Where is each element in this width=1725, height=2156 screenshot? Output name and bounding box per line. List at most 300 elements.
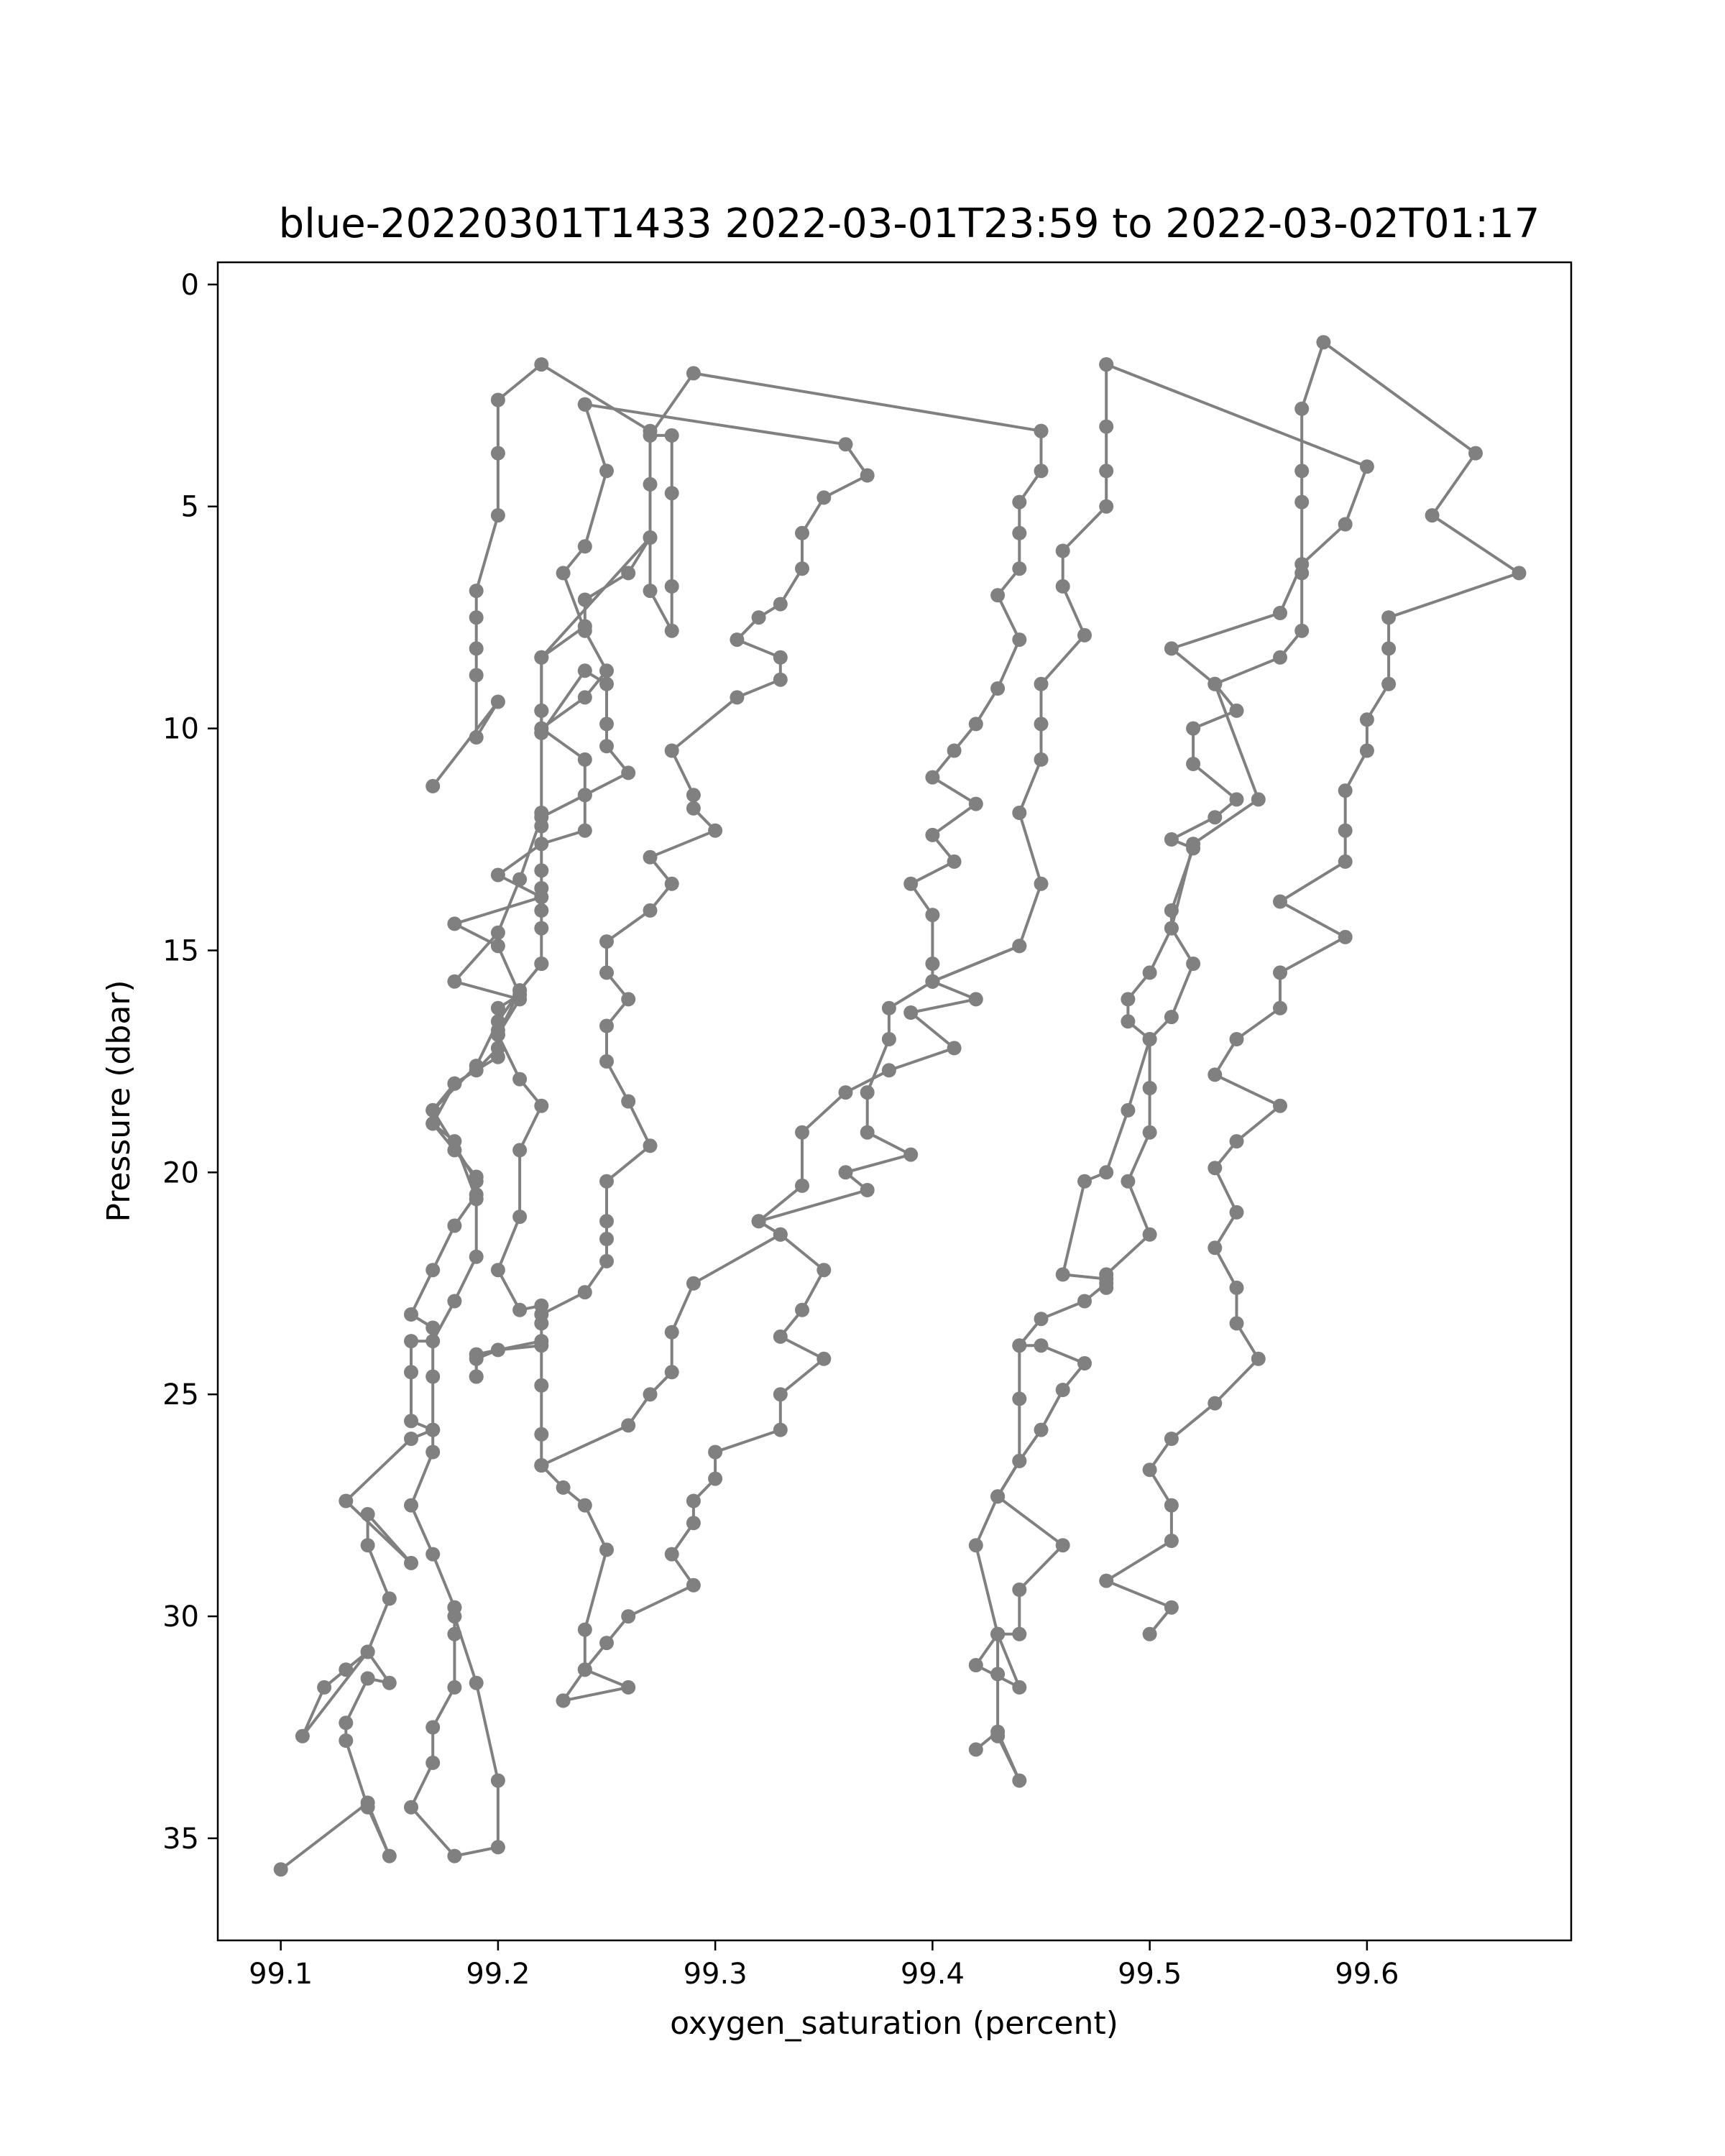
data-point xyxy=(512,1143,527,1157)
data-point xyxy=(1294,624,1309,638)
data-point xyxy=(1012,939,1026,953)
data-point xyxy=(1425,508,1440,522)
data-point xyxy=(599,1174,614,1189)
data-point xyxy=(730,690,744,704)
data-point xyxy=(491,1028,505,1042)
data-point xyxy=(947,854,962,869)
data-point xyxy=(447,1680,461,1695)
data-point xyxy=(1099,1281,1113,1295)
data-point xyxy=(512,1072,527,1087)
x-axis-label: oxygen_saturation (percent) xyxy=(670,2005,1118,2042)
data-point xyxy=(1143,1627,1157,1641)
data-point xyxy=(990,681,1005,696)
data-point xyxy=(665,486,679,500)
data-point xyxy=(534,957,548,971)
data-point xyxy=(1208,677,1222,691)
data-point xyxy=(969,1538,983,1552)
data-point xyxy=(773,1227,788,1242)
data-point xyxy=(686,1516,701,1530)
y-tick-label: 35 xyxy=(162,1822,199,1856)
data-point xyxy=(469,730,484,745)
data-point xyxy=(665,1365,679,1379)
data-point xyxy=(339,1662,353,1677)
data-point xyxy=(903,1148,918,1162)
data-point xyxy=(447,1849,461,1864)
data-point xyxy=(491,393,505,407)
data-point xyxy=(361,1507,375,1521)
data-point xyxy=(599,663,614,678)
data-point xyxy=(491,446,505,461)
data-point xyxy=(643,584,658,598)
data-point xyxy=(599,965,614,980)
data-point xyxy=(1143,1462,1157,1477)
data-point xyxy=(404,1334,418,1348)
data-point xyxy=(1012,1338,1026,1353)
data-point xyxy=(816,1263,831,1277)
data-point xyxy=(1034,1423,1049,1437)
data-point xyxy=(686,366,701,380)
data-point xyxy=(1360,712,1374,727)
data-point xyxy=(925,770,939,785)
data-point xyxy=(1230,792,1244,806)
data-point xyxy=(447,1600,461,1615)
data-point xyxy=(578,624,592,638)
data-point xyxy=(447,975,461,989)
data-point xyxy=(556,566,571,580)
y-tick-label: 15 xyxy=(162,934,199,968)
data-point xyxy=(1186,837,1200,851)
data-point xyxy=(578,1662,592,1677)
data-point xyxy=(426,1334,440,1348)
data-point xyxy=(534,650,548,665)
y-tick-label: 30 xyxy=(162,1600,199,1634)
data-point xyxy=(491,1342,505,1357)
data-point xyxy=(469,668,484,683)
data-point xyxy=(1186,957,1200,971)
data-point xyxy=(1164,1534,1179,1548)
data-point xyxy=(1251,1352,1266,1366)
data-point xyxy=(947,1041,962,1055)
data-point xyxy=(665,1325,679,1340)
data-point xyxy=(860,1125,875,1140)
data-point xyxy=(534,722,548,736)
y-tick-label: 5 xyxy=(180,490,199,524)
data-point xyxy=(686,1578,701,1593)
data-point xyxy=(708,824,722,838)
data-point xyxy=(1143,1032,1157,1046)
data-point xyxy=(621,1680,635,1695)
data-point xyxy=(426,1547,440,1562)
data-point xyxy=(404,1800,418,1815)
data-point xyxy=(599,1636,614,1650)
data-point xyxy=(1381,610,1396,625)
data-point xyxy=(578,788,592,802)
data-point xyxy=(795,1179,809,1193)
data-point xyxy=(1012,632,1026,647)
data-point xyxy=(969,992,983,1006)
data-point xyxy=(599,1214,614,1228)
data-point xyxy=(1273,895,1287,909)
data-point xyxy=(534,837,548,851)
data-point xyxy=(643,903,658,918)
data-point xyxy=(317,1680,331,1695)
data-point xyxy=(1273,1099,1287,1113)
data-point xyxy=(621,765,635,780)
data-point xyxy=(686,1276,701,1291)
data-point xyxy=(512,983,527,998)
data-point xyxy=(447,1627,461,1641)
data-point xyxy=(990,588,1005,602)
data-point xyxy=(1012,1391,1026,1406)
data-point xyxy=(1230,704,1244,718)
data-point xyxy=(426,1116,440,1130)
data-point xyxy=(404,1498,418,1513)
data-point xyxy=(665,877,679,891)
data-point xyxy=(990,1667,1005,1681)
data-point xyxy=(1208,1161,1222,1175)
data-point xyxy=(1012,1627,1026,1641)
data-point xyxy=(339,1733,353,1748)
data-point xyxy=(599,1054,614,1069)
data-point xyxy=(578,752,592,767)
data-point xyxy=(708,1472,722,1486)
data-point xyxy=(426,1720,440,1735)
data-point xyxy=(556,1693,571,1708)
data-point xyxy=(621,1095,635,1109)
data-point xyxy=(773,1423,788,1437)
data-point xyxy=(447,916,461,931)
data-point xyxy=(578,824,592,838)
data-point xyxy=(882,1063,896,1077)
data-point xyxy=(534,1099,548,1113)
data-point xyxy=(1034,677,1049,691)
data-point xyxy=(1143,1081,1157,1095)
data-point xyxy=(1338,517,1353,532)
data-point xyxy=(382,1676,397,1690)
data-point xyxy=(621,1418,635,1432)
data-point xyxy=(1012,1774,1026,1788)
data-point xyxy=(1273,650,1287,665)
data-point xyxy=(447,1219,461,1233)
data-point xyxy=(795,561,809,576)
data-point xyxy=(1338,824,1353,838)
data-point xyxy=(534,1458,548,1473)
x-tick-label: 99.1 xyxy=(249,1958,313,1991)
data-point xyxy=(1251,792,1266,806)
data-point xyxy=(773,597,788,612)
data-point xyxy=(643,850,658,865)
data-point xyxy=(599,1232,614,1246)
data-point xyxy=(361,1538,375,1552)
data-point xyxy=(556,1480,571,1495)
data-point xyxy=(1338,854,1353,869)
data-point xyxy=(426,1423,440,1437)
data-point xyxy=(903,877,918,891)
data-point xyxy=(903,1005,918,1020)
data-point xyxy=(1208,1067,1222,1082)
data-point xyxy=(643,1387,658,1401)
data-point xyxy=(1294,402,1309,416)
data-point xyxy=(1230,1316,1244,1330)
data-point xyxy=(491,1840,505,1854)
data-point xyxy=(1143,1227,1157,1242)
data-point xyxy=(469,641,484,655)
data-point xyxy=(708,1445,722,1460)
data-point xyxy=(1230,1281,1244,1295)
data-point xyxy=(1164,1498,1179,1513)
data-point xyxy=(426,1370,440,1384)
data-point xyxy=(1381,677,1396,691)
data-point xyxy=(947,744,962,758)
data-point xyxy=(534,810,548,824)
data-point xyxy=(1099,357,1113,372)
data-point xyxy=(665,1547,679,1562)
data-point xyxy=(1208,1396,1222,1411)
data-point xyxy=(925,908,939,922)
data-point xyxy=(816,1352,831,1366)
data-point xyxy=(599,1254,614,1268)
data-point xyxy=(882,1032,896,1046)
data-point xyxy=(578,397,592,412)
data-point xyxy=(839,437,853,451)
data-point xyxy=(447,1134,461,1148)
data-point xyxy=(1164,1010,1179,1024)
data-point xyxy=(1381,641,1396,655)
data-point xyxy=(339,1715,353,1730)
data-point xyxy=(882,1001,896,1015)
data-point xyxy=(469,1352,484,1366)
data-point xyxy=(469,610,484,625)
data-point xyxy=(1273,1001,1287,1015)
data-point xyxy=(491,926,505,940)
data-point xyxy=(1099,1574,1113,1588)
data-point xyxy=(1012,495,1026,510)
data-point xyxy=(512,1210,527,1224)
data-point xyxy=(1012,806,1026,820)
data-point xyxy=(1121,992,1135,1006)
x-tick-label: 99.4 xyxy=(900,1958,965,1991)
data-point xyxy=(361,1672,375,1686)
data-point xyxy=(1316,335,1330,349)
data-point xyxy=(404,1307,418,1322)
data-point xyxy=(512,1303,527,1317)
data-point xyxy=(361,1645,375,1659)
data-point xyxy=(599,717,614,731)
data-point xyxy=(447,1077,461,1091)
data-point xyxy=(860,1085,875,1100)
data-point xyxy=(925,828,939,842)
data-point xyxy=(1360,459,1374,474)
data-point xyxy=(990,1489,1005,1503)
data-point xyxy=(1034,752,1049,767)
data-point xyxy=(404,1432,418,1446)
data-point xyxy=(1099,464,1113,478)
data-point xyxy=(534,357,548,372)
data-point xyxy=(361,1800,375,1815)
data-point xyxy=(752,610,766,625)
x-tick-label: 99.5 xyxy=(1118,1958,1182,1991)
data-point xyxy=(1273,606,1287,620)
data-point xyxy=(469,584,484,598)
data-point xyxy=(730,632,744,647)
data-point xyxy=(1056,1267,1070,1281)
data-point xyxy=(404,1365,418,1379)
data-point xyxy=(426,779,440,793)
data-point xyxy=(969,1658,983,1672)
data-point xyxy=(295,1729,310,1743)
data-point xyxy=(534,1316,548,1330)
data-point xyxy=(491,868,505,883)
data-point xyxy=(599,934,614,949)
data-point xyxy=(1273,965,1287,980)
data-point xyxy=(1121,1103,1135,1118)
data-point xyxy=(1121,1174,1135,1189)
data-point xyxy=(1012,1680,1026,1695)
data-point xyxy=(469,1063,484,1077)
y-tick-label: 10 xyxy=(162,712,199,746)
data-point xyxy=(534,1338,548,1353)
data-point xyxy=(773,1387,788,1401)
data-point xyxy=(534,921,548,936)
chart-title: blue-20220301T1433 2022-03-01T23:59 to 2022-03-02T01:17 xyxy=(278,201,1540,247)
data-point xyxy=(1077,628,1092,642)
data-point xyxy=(534,704,548,718)
data-point xyxy=(534,1378,548,1393)
data-point xyxy=(969,1742,983,1756)
data-point xyxy=(621,992,635,1006)
data-point xyxy=(534,903,548,918)
data-point xyxy=(1186,757,1200,771)
data-point xyxy=(686,788,701,802)
data-point xyxy=(1056,1383,1070,1397)
data-point xyxy=(925,975,939,989)
data-point xyxy=(1012,1454,1026,1468)
data-point xyxy=(491,508,505,522)
data-point xyxy=(339,1494,353,1508)
data-point xyxy=(1338,783,1353,798)
data-point xyxy=(578,663,592,678)
data-point xyxy=(1143,965,1157,980)
data-point xyxy=(1012,561,1026,576)
data-point xyxy=(1034,1312,1049,1326)
data-point xyxy=(469,1676,484,1690)
data-point xyxy=(404,1556,418,1570)
data-point xyxy=(534,1427,548,1442)
data-point xyxy=(599,1019,614,1033)
data-point xyxy=(491,1774,505,1788)
data-point xyxy=(665,428,679,443)
data-point xyxy=(1077,1174,1092,1189)
data-point xyxy=(665,579,679,594)
data-point xyxy=(1468,446,1483,461)
data-point xyxy=(1056,544,1070,558)
data-point xyxy=(404,1414,418,1428)
data-point xyxy=(1208,810,1222,824)
data-point xyxy=(578,539,592,553)
data-point xyxy=(382,1849,397,1864)
data-point xyxy=(1164,1432,1179,1446)
data-point xyxy=(686,801,701,816)
data-point xyxy=(426,1445,440,1460)
data-point xyxy=(1034,464,1049,478)
data-point xyxy=(969,797,983,811)
data-point xyxy=(1294,464,1309,478)
data-point xyxy=(1034,717,1049,731)
data-point xyxy=(1360,744,1374,758)
data-point xyxy=(491,939,505,953)
data-point xyxy=(1034,877,1049,891)
data-point xyxy=(752,1214,766,1228)
data-point xyxy=(1294,557,1309,571)
data-point xyxy=(1099,499,1113,514)
data-point xyxy=(795,1125,809,1140)
data-point xyxy=(1099,1165,1113,1179)
data-point xyxy=(1164,1600,1179,1615)
data-point xyxy=(643,428,658,443)
data-point xyxy=(795,1303,809,1317)
data-point xyxy=(382,1591,397,1606)
data-point xyxy=(1012,1583,1026,1597)
x-tick-label: 99.3 xyxy=(683,1958,748,1991)
data-point xyxy=(1208,1240,1222,1255)
data-point xyxy=(469,1370,484,1384)
data-point xyxy=(643,477,658,492)
data-point xyxy=(773,673,788,687)
data-point xyxy=(578,1498,592,1513)
data-point xyxy=(1034,424,1049,438)
data-point xyxy=(860,1183,875,1197)
data-point xyxy=(1121,1014,1135,1028)
data-point xyxy=(447,1294,461,1309)
data-point xyxy=(665,624,679,638)
data-point xyxy=(1164,921,1179,936)
data-point xyxy=(1012,526,1026,540)
data-point xyxy=(599,1542,614,1557)
data-point xyxy=(969,717,983,731)
data-point xyxy=(534,890,548,904)
data-point xyxy=(665,744,679,758)
data-point xyxy=(426,1756,440,1770)
data-point xyxy=(512,872,527,887)
data-point xyxy=(1056,1538,1070,1552)
data-point xyxy=(621,1609,635,1623)
data-point xyxy=(773,650,788,665)
y-tick-label: 20 xyxy=(162,1156,199,1190)
x-tick-label: 99.6 xyxy=(1335,1958,1399,1991)
data-point xyxy=(578,1623,592,1637)
data-point xyxy=(578,1285,592,1299)
data-point xyxy=(1230,1134,1244,1148)
data-point xyxy=(1230,1205,1244,1220)
data-point xyxy=(534,863,548,877)
data-point xyxy=(1294,495,1309,510)
y-tick-label: 25 xyxy=(162,1378,199,1412)
data-point xyxy=(1056,579,1070,594)
data-point xyxy=(1186,722,1200,736)
data-point xyxy=(1338,930,1353,944)
data-point xyxy=(469,1192,484,1206)
data-point xyxy=(795,526,809,540)
data-point xyxy=(599,739,614,753)
data-point xyxy=(578,690,592,704)
data-point xyxy=(426,1263,440,1277)
data-point xyxy=(839,1085,853,1100)
data-point xyxy=(643,1138,658,1153)
data-point xyxy=(1512,566,1527,580)
data-point xyxy=(990,1627,1005,1641)
data-point xyxy=(1077,1356,1092,1370)
data-point xyxy=(599,464,614,478)
